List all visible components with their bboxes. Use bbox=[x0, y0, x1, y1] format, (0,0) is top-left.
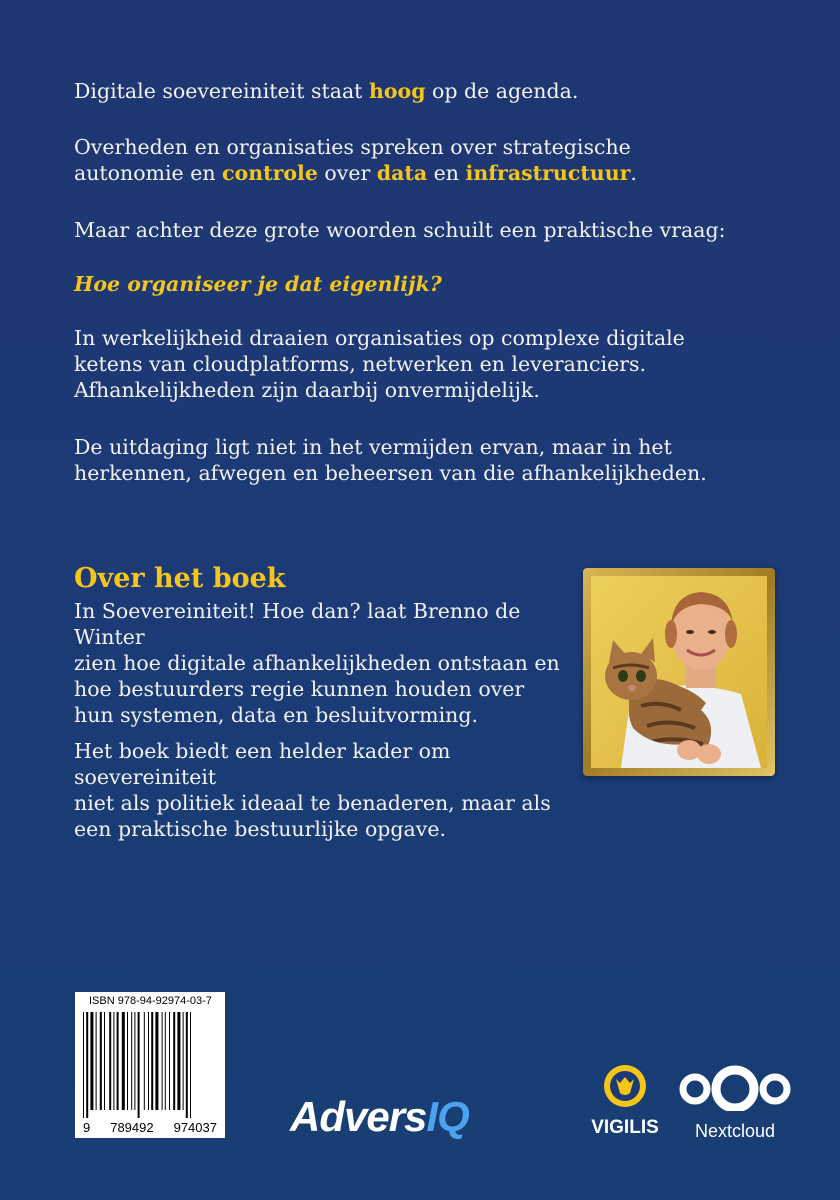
intro-paragraph-5 bbox=[74, 434, 774, 486]
barcode-bar bbox=[173, 1012, 175, 1110]
intro-text: In werkelijkheid draaien organisaties op complexe digitale bbox=[74, 326, 685, 350]
barcode-bar bbox=[122, 1012, 125, 1110]
barcode-bar bbox=[83, 1012, 84, 1118]
barcode-bar bbox=[117, 1012, 119, 1110]
about-text: In Soevereiniteit! Hoe dan? laat Brenno de Winter bbox=[74, 599, 521, 649]
about-text: zien hoe digitale afhankelijkheden ontstaan en bbox=[74, 651, 560, 675]
barcode-bar bbox=[138, 1012, 140, 1118]
barcode-bar bbox=[144, 1012, 145, 1110]
barcode-bar bbox=[155, 1012, 158, 1110]
intro-text: over bbox=[317, 161, 377, 185]
intro-text: herkennen, afwegen en beheersen van die afhankelijkheden. bbox=[74, 461, 707, 485]
vigilis-label: VIGILIS bbox=[591, 1117, 659, 1138]
barcode-bar bbox=[186, 1012, 188, 1118]
barcode-digit-group-1: 789492 bbox=[110, 1120, 154, 1135]
about-text: hoe bestuurders regie kunnen houden over bbox=[74, 677, 525, 701]
barcode-bar bbox=[148, 1012, 149, 1110]
barcode-bar bbox=[90, 1012, 93, 1110]
adversiq-logo-main: Advers bbox=[290, 1093, 427, 1140]
nextcloud-circles-icon bbox=[677, 1065, 793, 1111]
about-text: niet als politiek ideaal te benaderen, maar als bbox=[74, 791, 551, 815]
intro-text: op de agenda. bbox=[425, 79, 579, 103]
about-text: een praktische bestuurlijke opgave. bbox=[74, 817, 446, 841]
section-heading: Over het boek bbox=[74, 563, 286, 594]
barcode-bar bbox=[104, 1012, 105, 1110]
isbn-number: ISBN 978-94-92974-03-7 bbox=[89, 995, 212, 1007]
barcode-bar bbox=[134, 1012, 135, 1110]
barcode-bar bbox=[169, 1012, 170, 1110]
barcode-digit-group-2: 974037 bbox=[173, 1120, 217, 1135]
vigilis-emblem-icon bbox=[602, 1063, 648, 1109]
intro-text: Overheden en organisaties spreken over strategische bbox=[74, 135, 631, 159]
intro-text: . bbox=[630, 161, 637, 185]
intro-text: ketens van cloudplatforms, netwerken en leveranciers. bbox=[74, 352, 647, 376]
intro-text: autonomie en bbox=[74, 161, 223, 185]
isbn-barcode bbox=[75, 992, 225, 1138]
intro-paragraph-2 bbox=[74, 134, 774, 186]
adversiq-logo bbox=[290, 1093, 469, 1141]
barcode-bar bbox=[131, 1012, 132, 1110]
barcode-bar bbox=[151, 1012, 153, 1110]
nextcloud-label: Nextcloud bbox=[694, 1121, 776, 1141]
barcode-bar bbox=[190, 1012, 191, 1118]
vigilis-logo bbox=[585, 1063, 665, 1139]
key-question: Hoe organiseer je dat eigenlijk? bbox=[74, 272, 442, 296]
barcode-bar bbox=[177, 1012, 180, 1110]
barcode-bar bbox=[162, 1012, 163, 1110]
intro-text: De uitdaging ligt niet in het vermijden ervan, maar in het bbox=[74, 435, 672, 459]
barcode-bar bbox=[100, 1012, 102, 1110]
intro-text: Afhankelijkheden zijn daarbij onvermijdelijk. bbox=[74, 378, 540, 402]
barcode-bar bbox=[96, 1012, 97, 1110]
barcode-digits bbox=[75, 1120, 225, 1135]
highlight-hoog: hoog bbox=[368, 79, 426, 103]
about-text: hun systemen, data en besluitvorming. bbox=[74, 703, 478, 727]
highlight-data: data bbox=[376, 161, 428, 185]
barcode-bar bbox=[165, 1012, 166, 1110]
author-photo bbox=[591, 576, 767, 768]
barcode-bar bbox=[86, 1012, 88, 1118]
barcode-bar bbox=[127, 1012, 128, 1110]
barcode-bar bbox=[113, 1012, 114, 1110]
barcode-bar bbox=[183, 1012, 184, 1110]
nextcloud-logo bbox=[676, 1065, 794, 1142]
about-paragraph-2 bbox=[74, 738, 574, 842]
intro-text: Digitale soevereiniteit staat bbox=[74, 79, 369, 103]
highlight-controle: controle bbox=[222, 161, 318, 185]
about-paragraph-1 bbox=[74, 598, 574, 728]
about-text: Het boek biedt een helder kader om soevereiniteit bbox=[74, 739, 451, 789]
author-photo-frame bbox=[583, 568, 775, 776]
barcode-digit-first: 9 bbox=[83, 1120, 91, 1135]
highlight-infrastructuur: infrastructuur bbox=[465, 161, 631, 185]
intro-paragraph-4 bbox=[74, 325, 774, 403]
intro-paragraph-3: Maar achter deze grote woorden schuilt een praktische vraag: bbox=[74, 218, 726, 242]
adversiq-logo-accent: IQ bbox=[426, 1093, 469, 1140]
barcode-bar bbox=[109, 1012, 111, 1110]
intro-paragraph-1 bbox=[74, 78, 774, 104]
barcode-bars bbox=[81, 1012, 219, 1118]
intro-text: en bbox=[427, 161, 466, 185]
